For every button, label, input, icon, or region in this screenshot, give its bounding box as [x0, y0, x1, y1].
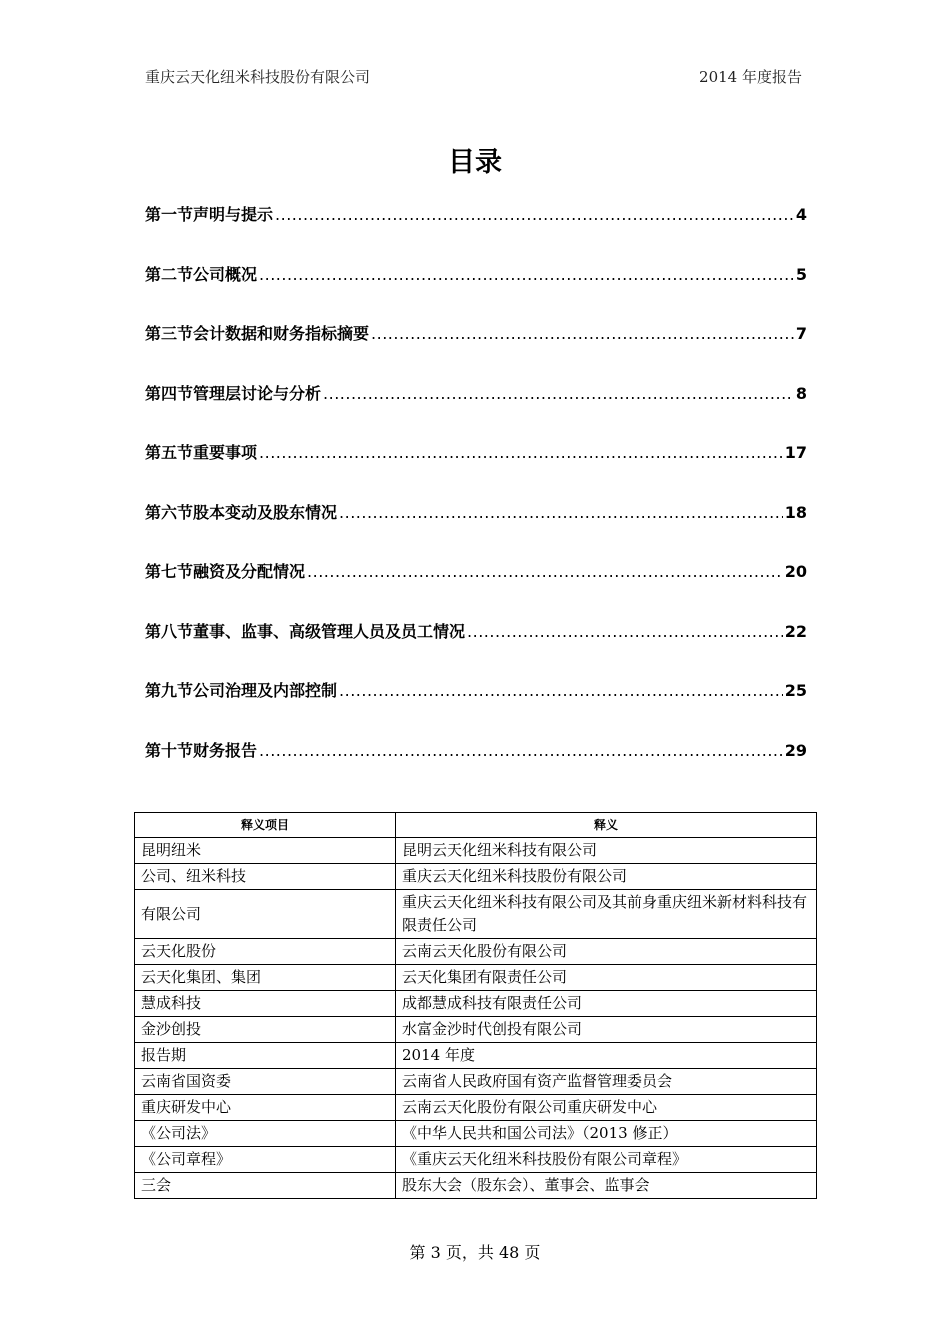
toc-entry-title: 第九节公司治理及内部控制: [145, 681, 338, 700]
meaning-cell: 2014 年度: [396, 1043, 817, 1069]
toc-entry[interactable]: [145, 262, 807, 322]
toc-entry-title: 第二节公司概况: [145, 264, 258, 284]
toc-entry-page: 5: [795, 264, 807, 284]
toc-entry[interactable]: [145, 619, 807, 679]
toc-entry-page: 18: [784, 502, 807, 522]
toc-entry-page: 29: [784, 740, 807, 760]
toc-entry-page: 20: [784, 562, 807, 581]
page-header: [145, 66, 802, 92]
table-row: [135, 1069, 817, 1095]
toc-entry-page: 8: [795, 383, 807, 403]
term-cell: 慧成科技: [135, 991, 396, 1017]
toc-leader-dots: [307, 562, 783, 581]
toc-entry-title: 第一节声明与提示: [145, 205, 274, 224]
table-row: [135, 991, 817, 1017]
toc-leader-dots: [467, 622, 783, 641]
toc-entry[interactable]: [145, 381, 807, 441]
toc-entry-page: 4: [795, 205, 807, 224]
meaning-cell: 水富金沙时代创投有限公司: [396, 1017, 817, 1043]
toc-entry-title: 第十节财务报告: [145, 740, 258, 760]
toc-entry-page: 17: [784, 443, 807, 462]
header-company-name: 重庆云天化纽米科技股份有限公司: [145, 68, 371, 86]
meaning-cell: 云南云天化股份有限公司: [396, 939, 817, 965]
table-row: [135, 1095, 817, 1121]
table-row: [135, 864, 817, 890]
term-cell: 有限公司: [135, 890, 396, 939]
term-cell: 公司、纽米科技: [135, 864, 396, 890]
toc-entry-page: 25: [784, 681, 807, 700]
header-meaning: 释义: [396, 813, 817, 838]
toc-entry[interactable]: [145, 440, 807, 500]
table-row: [135, 1043, 817, 1069]
toc-entry-page: 22: [784, 621, 807, 641]
table-header-row: [135, 813, 817, 838]
table-row: [135, 1173, 817, 1199]
toc-entry-title: 第五节重要事项: [145, 443, 258, 462]
meaning-cell: 股东大会（股东会）、董事会、监事会: [396, 1173, 817, 1199]
term-cell: 报告期: [135, 1043, 396, 1069]
table-row: [135, 890, 817, 939]
toc-leader-dots: [275, 205, 794, 224]
toc-leader-dots: [323, 384, 794, 403]
toc-entry-title: 第六节股本变动及股东情况: [145, 502, 338, 522]
meaning-cell: 《重庆云天化纽米科技股份有限公司章程》: [396, 1147, 817, 1173]
table-row: [135, 1121, 817, 1147]
toc-entry[interactable]: [145, 559, 807, 619]
toc-leader-dots: [371, 324, 794, 343]
meaning-cell: 云南省人民政府国有资产监督管理委员会: [396, 1069, 817, 1095]
toc-leader-dots: [339, 503, 783, 522]
toc-entry-title: 第四节管理层讨论与分析: [145, 383, 322, 403]
term-cell: 云天化集团、集团: [135, 965, 396, 991]
toc-entry-title: 第七节融资及分配情况: [145, 562, 306, 581]
toc-entry[interactable]: [145, 678, 807, 738]
toc-entry[interactable]: [145, 738, 807, 798]
table-row: [135, 965, 817, 991]
term-cell: 昆明纽米: [135, 838, 396, 864]
table-row: [135, 838, 817, 864]
toc-entry-title: 第八节董事、监事、高级管理人员及员工情况: [145, 621, 466, 641]
toc-leader-dots: [259, 443, 783, 462]
toc-entry-title: 第三节会计数据和财务指标摘要: [145, 324, 370, 343]
table-of-contents: [145, 202, 807, 797]
meaning-cell: 昆明云天化纽米科技有限公司: [396, 838, 817, 864]
toc-entry[interactable]: [145, 202, 807, 262]
meaning-cell: 成都慧成科技有限责任公司: [396, 991, 817, 1017]
header-report-year: 2014 年度报告: [699, 68, 802, 86]
meaning-cell: 重庆云天化纽米科技有限公司及其前身重庆纽米新材料科技有限责任公司: [396, 890, 817, 939]
term-cell: 云天化股份: [135, 939, 396, 965]
table-row: [135, 1147, 817, 1173]
term-cell: 三会: [135, 1173, 396, 1199]
meaning-cell: 云天化集团有限责任公司: [396, 965, 817, 991]
meaning-cell: 《中华人民共和国公司法》（2013 修正）: [396, 1121, 817, 1147]
toc-leader-dots: [259, 741, 783, 760]
header-term: 释义项目: [135, 813, 396, 838]
term-cell: 重庆研发中心: [135, 1095, 396, 1121]
page-footer: 第 3 页，共 48 页: [409, 1243, 541, 1262]
toc-leader-dots: [259, 265, 794, 284]
term-cell: 金沙创投: [135, 1017, 396, 1043]
toc-leader-dots: [339, 681, 783, 700]
definitions-table: [134, 812, 817, 1199]
toc-entry-page: 7: [795, 324, 807, 343]
toc-entry[interactable]: [145, 321, 807, 381]
term-cell: 《公司章程》: [135, 1147, 396, 1173]
meaning-cell: 重庆云天化纽米科技股份有限公司: [396, 864, 817, 890]
table-row: [135, 939, 817, 965]
term-cell: 《公司法》: [135, 1121, 396, 1147]
meaning-cell: 云南云天化股份有限公司重庆研发中心: [396, 1095, 817, 1121]
toc-title: 目录: [448, 147, 502, 178]
toc-entry[interactable]: [145, 500, 807, 560]
term-cell: 云南省国资委: [135, 1069, 396, 1095]
table-row: [135, 1017, 817, 1043]
